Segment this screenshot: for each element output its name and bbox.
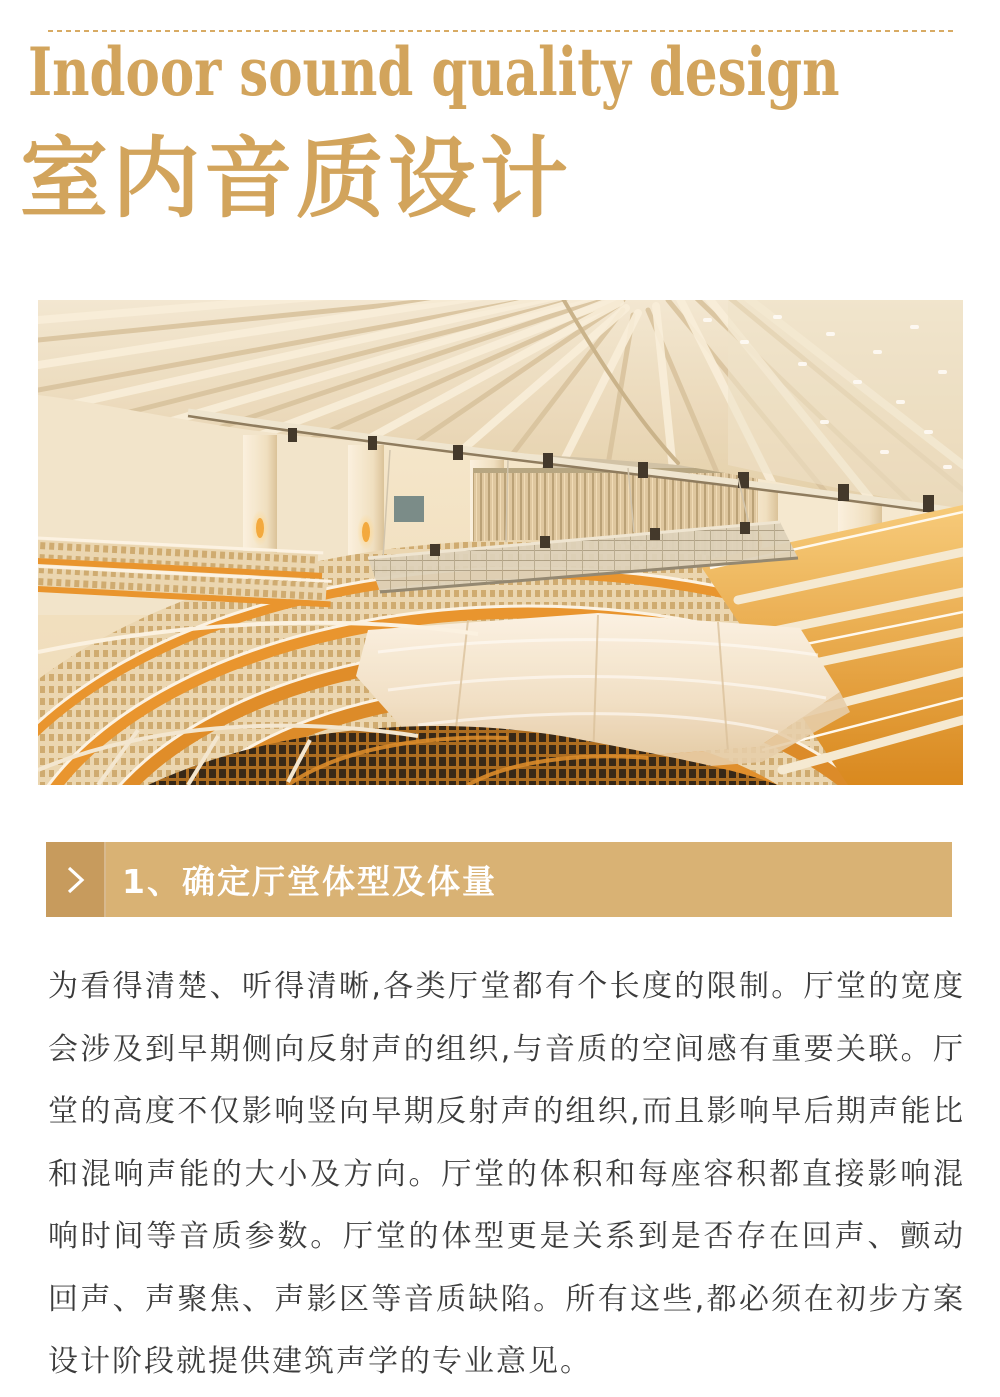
body-paragraph: 为看得清楚、听得清晰,各类厅堂都有个长度的限制。厅堂的宽度会涉及到早期侧向反射声的组织,与音质的空间感有重要关联。厅堂的高度不仅影响竖向早期反射声的组织,而且影响早后期声能比和混响声能的大小及方向。厅堂的体积和每座容积都直接影响混响时间等音质参数。厅堂的体型更是关系到是否存在回声、颤动回声、声聚焦、声影区等音质缺陷。所有这些,都必须在初步方案设计阶段就提供建筑声学的专业意见。 [48,969,965,1379]
concert-hall-photo [38,300,963,785]
section-heading: 1、确定厅堂体型及体量 [122,862,497,901]
section-marker-box [46,842,106,917]
section-header-bar [46,842,952,917]
chevron-right-icon [62,863,88,897]
concert-hall-illustration [38,300,963,785]
page-title-english: Indoor sound quality design [28,33,840,111]
dotted-divider [48,30,957,32]
page-title-chinese: 室内音质设计 [20,126,573,230]
